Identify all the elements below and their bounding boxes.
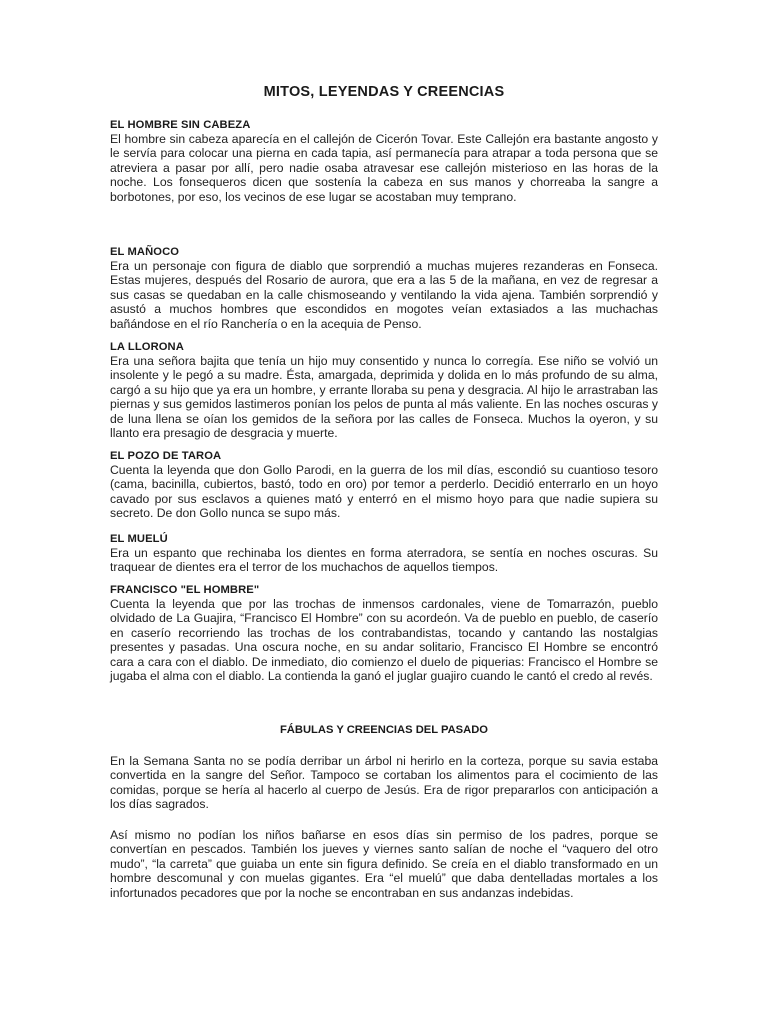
section-body: Era un personaje con figura de diablo que sorprendió a muchas mujeres rezanderas en Fonseca. Estas mujeres, después del Rosario de aurora, que era a las 5 de la mañana, en vez de regresar a sus casas se quedaban en la calle chismoseando y ventilando la vida ajena. También sorprendió y asustó a muchos hombres que escondidos en mogotes veían extasiados a las muchachas bañándose en el río Ranchería o en la acequia de Penso. <box>110 259 658 331</box>
section-francisco-el-hombre <box>110 584 658 683</box>
section-hombre-sin-cabeza <box>110 119 658 204</box>
fabulas-paragraph: En la Semana Santa no se podía derribar un árbol ni herirlo en la corteza, porque su savia estaba convertida en la sangre del Señor. Tampoco se cortaban los alimentos para el cocimiento de las comidas, porque se hería al hacerlo al cuerpo de Jesús. Era de rigor prepararlos con anticipación a los días sagrados. <box>110 754 658 812</box>
section-el-muelu <box>110 533 658 575</box>
section-pozo-de-taroa <box>110 450 658 521</box>
section-heading: EL POZO DE TAROA <box>110 450 222 462</box>
section-el-manoco <box>110 246 658 331</box>
fabulas-paragraph: Así mismo no podían los niños bañarse en esos días sin permiso de los padres, porque se convertían en pescados. También los jueves y viernes santo salían de noche el “vaquero del otro mudo”, “la carreta” que guiaba un ente sin figura definido. Se creía en el diablo transformado en un hombre descomunal y con muelas gigantes. Era “el muelú” que daba dentelladas mortales a los infortunados pecadores que por la noche se encontraban en sus andanzas indebidas. <box>110 828 658 900</box>
section-heading: LA LLORONA <box>110 341 184 353</box>
section-heading: EL HOMBRE SIN CABEZA <box>110 119 251 131</box>
section-heading: EL MUELÚ <box>110 533 168 545</box>
document-title: MITOS, LEYENDAS Y CREENCIAS <box>263 84 505 100</box>
section-body: Era un espanto que rechinaba los dientes en forma aterradora, se sentía en noches oscuras. Su traquear de dientes era el terror de los muchachos de aquellos tiempos. <box>110 546 658 575</box>
section-body: El hombre sin cabeza aparecía en el callejón de Cicerón Tovar. Este Callejón era bastante angosto y le servía para colocar una pierna en cada tapia, así permanecía para atrapar a toda persona que se atreviera a pasar por allí, pero nadie osaba atravesar ese callejón misterioso en las horas de la noche. Los fonsequeros dicen que sostenía la cabeza en sus manos y chorreaba la sangre a borbotones, por eso, los vecinos de ese lugar se acostaban muy temprano. <box>110 132 658 204</box>
section-body: Cuenta la leyenda que don Gollo Parodi, en la guerra de los mil días, escondió su cuantioso tesoro (cama, bacinilla, cubiertos, bastó, todo en oro) por temor a perderlo. Decidió enterrarlo en un hoyo cavado por sus esclavos a quienes mató y enterró en el mismo hoyo para que nadie supiera su secreto. De don Gollo nunca se supo más. <box>110 463 658 521</box>
fabulas-heading: FÁBULAS Y CREENCIAS DEL PASADO <box>279 724 489 736</box>
section-heading: EL MAÑOCO <box>110 246 180 258</box>
section-heading: FRANCISCO "EL HOMBRE" <box>110 584 260 596</box>
section-body: Cuenta la leyenda que por las trochas de inmensos cardonales, viene de Tomarrazón, pueblo olvidado de La Guajira, “Francisco El Hombre” con su acordeón. Va de pueblo en pueblo, de caserío en caserío recorriendo las trochas de los contrabandistas, tocando y cantando las nostalgias presentes y pasadas. Una oscura noche, en su andar solitario, Francisco El Hombre se encontró cara a cara con el diablo. De inmediato, dio comienzo el duelo de piquerias: Francisco el Hombre se jugaba el alma con el diablo. La contienda la ganó el juglar guajiro cuando le cantó el credo al revés. <box>110 597 658 684</box>
section-body: Era una señora bajita que tenía un hijo muy consentido y nunca lo corregía. Ese niño se volvió un insolente y le pegó a su madre. Ésta, amargada, deprimida y dolida en lo más profundo de su alma, cargó a su hijo que ya era un hombre, y errante lloraba su pena y desgracia. Al hijo le arrastraban las piernas y sus gemidos lastimeros ponían los pelos de punta al más valiente. En las noches oscuras y de luna llena se oían los gemidos de la señora por las calles de Fonseca. Muchos la oyeron, y su llanto era presagio de desgracia y muerte. <box>110 354 658 441</box>
section-la-llorona <box>110 341 658 440</box>
